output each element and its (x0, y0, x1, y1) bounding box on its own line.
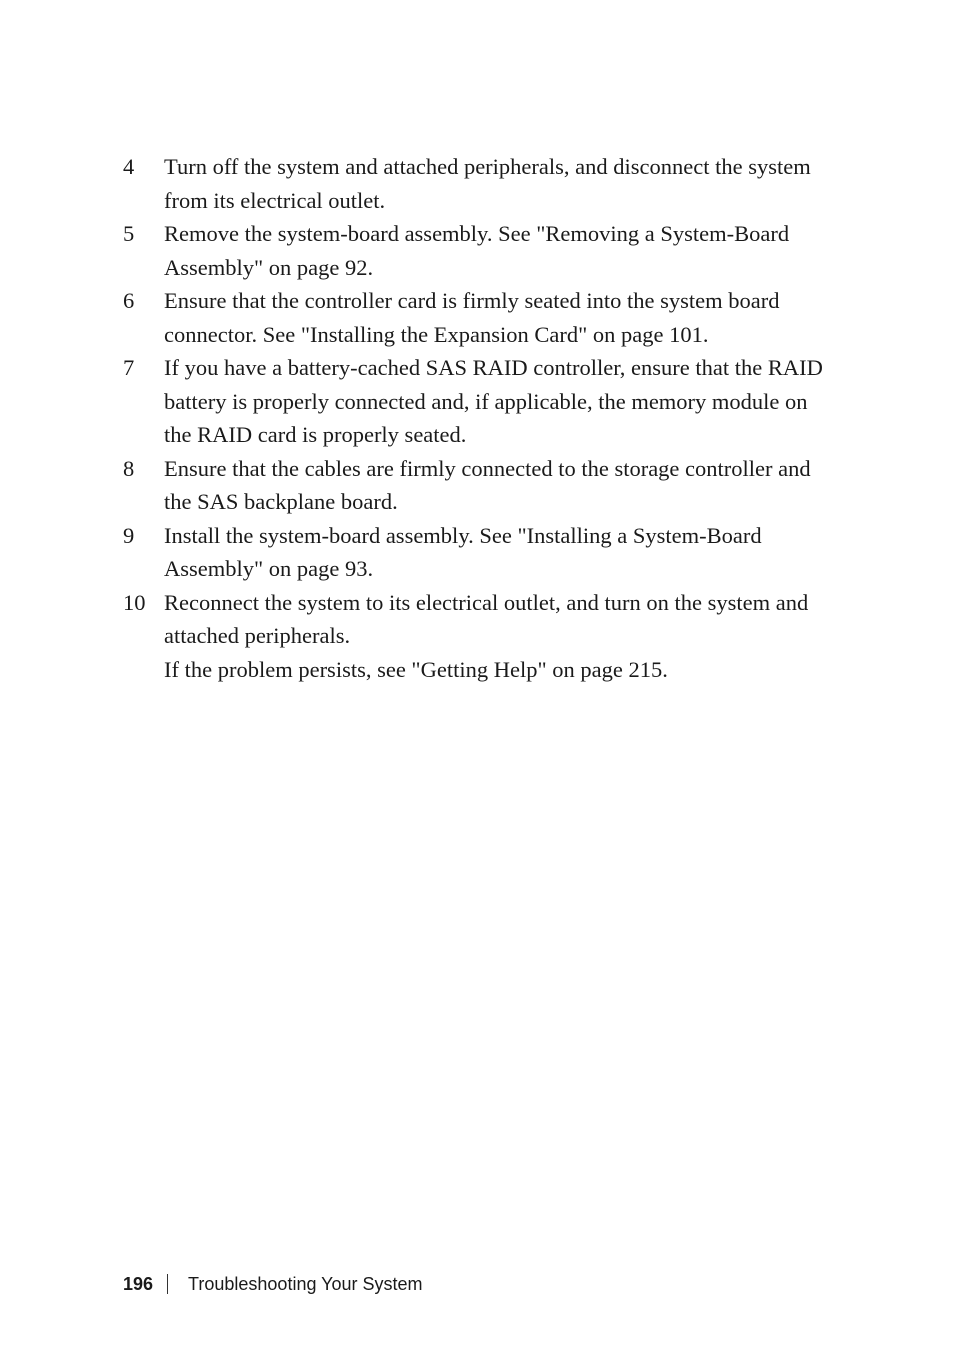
step-7 (123, 351, 823, 452)
step-number: 10 (123, 589, 146, 615)
step-text: Reconnect the system to its electrical outlet, and turn on the system and attached peripherals. (164, 589, 809, 648)
step-text: Turn off the system and attached peripherals, and disconnect the system from its electrical outlet. (164, 154, 811, 213)
step-text: Remove the system-board assembly. See "Removing a System-Board Assembly" on page 92. (164, 221, 790, 280)
step-number: 7 (123, 355, 135, 380)
step-number: 5 (123, 221, 135, 246)
step-text: If you have a battery-cached SAS RAID controller, ensure that the RAID battery is properly connected and, if applicable, the memory module on the RAID card is properly seated. (164, 355, 823, 447)
step-note: If the problem persists, see "Getting Help" on page 215. (164, 656, 668, 682)
step-text: Ensure that the controller card is firmly seated into the system board connector. See "Installing the Expansion Card" on page 101. (164, 288, 780, 347)
step-number: 6 (123, 288, 135, 313)
footer-divider (167, 1274, 168, 1294)
step-10 (123, 586, 823, 687)
page-number: 196 (123, 1274, 154, 1294)
step-text: Ensure that the cables are firmly connected to the storage controller and the SAS backplane board. (164, 455, 811, 514)
step-number: 9 (123, 522, 135, 548)
section-title: Troubleshooting Your System (188, 1274, 423, 1294)
step-9 (123, 519, 823, 586)
step-8 (123, 452, 823, 519)
procedure-steps (123, 150, 823, 686)
page-footer (123, 1271, 423, 1297)
step-4 (123, 150, 823, 217)
step-number: 4 (123, 154, 135, 179)
step-6 (123, 284, 823, 351)
step-5 (123, 217, 823, 284)
step-number: 8 (123, 455, 135, 481)
step-text: Install the system-board assembly. See "Installing a System-Board Assembly" on page 93. (164, 522, 762, 581)
